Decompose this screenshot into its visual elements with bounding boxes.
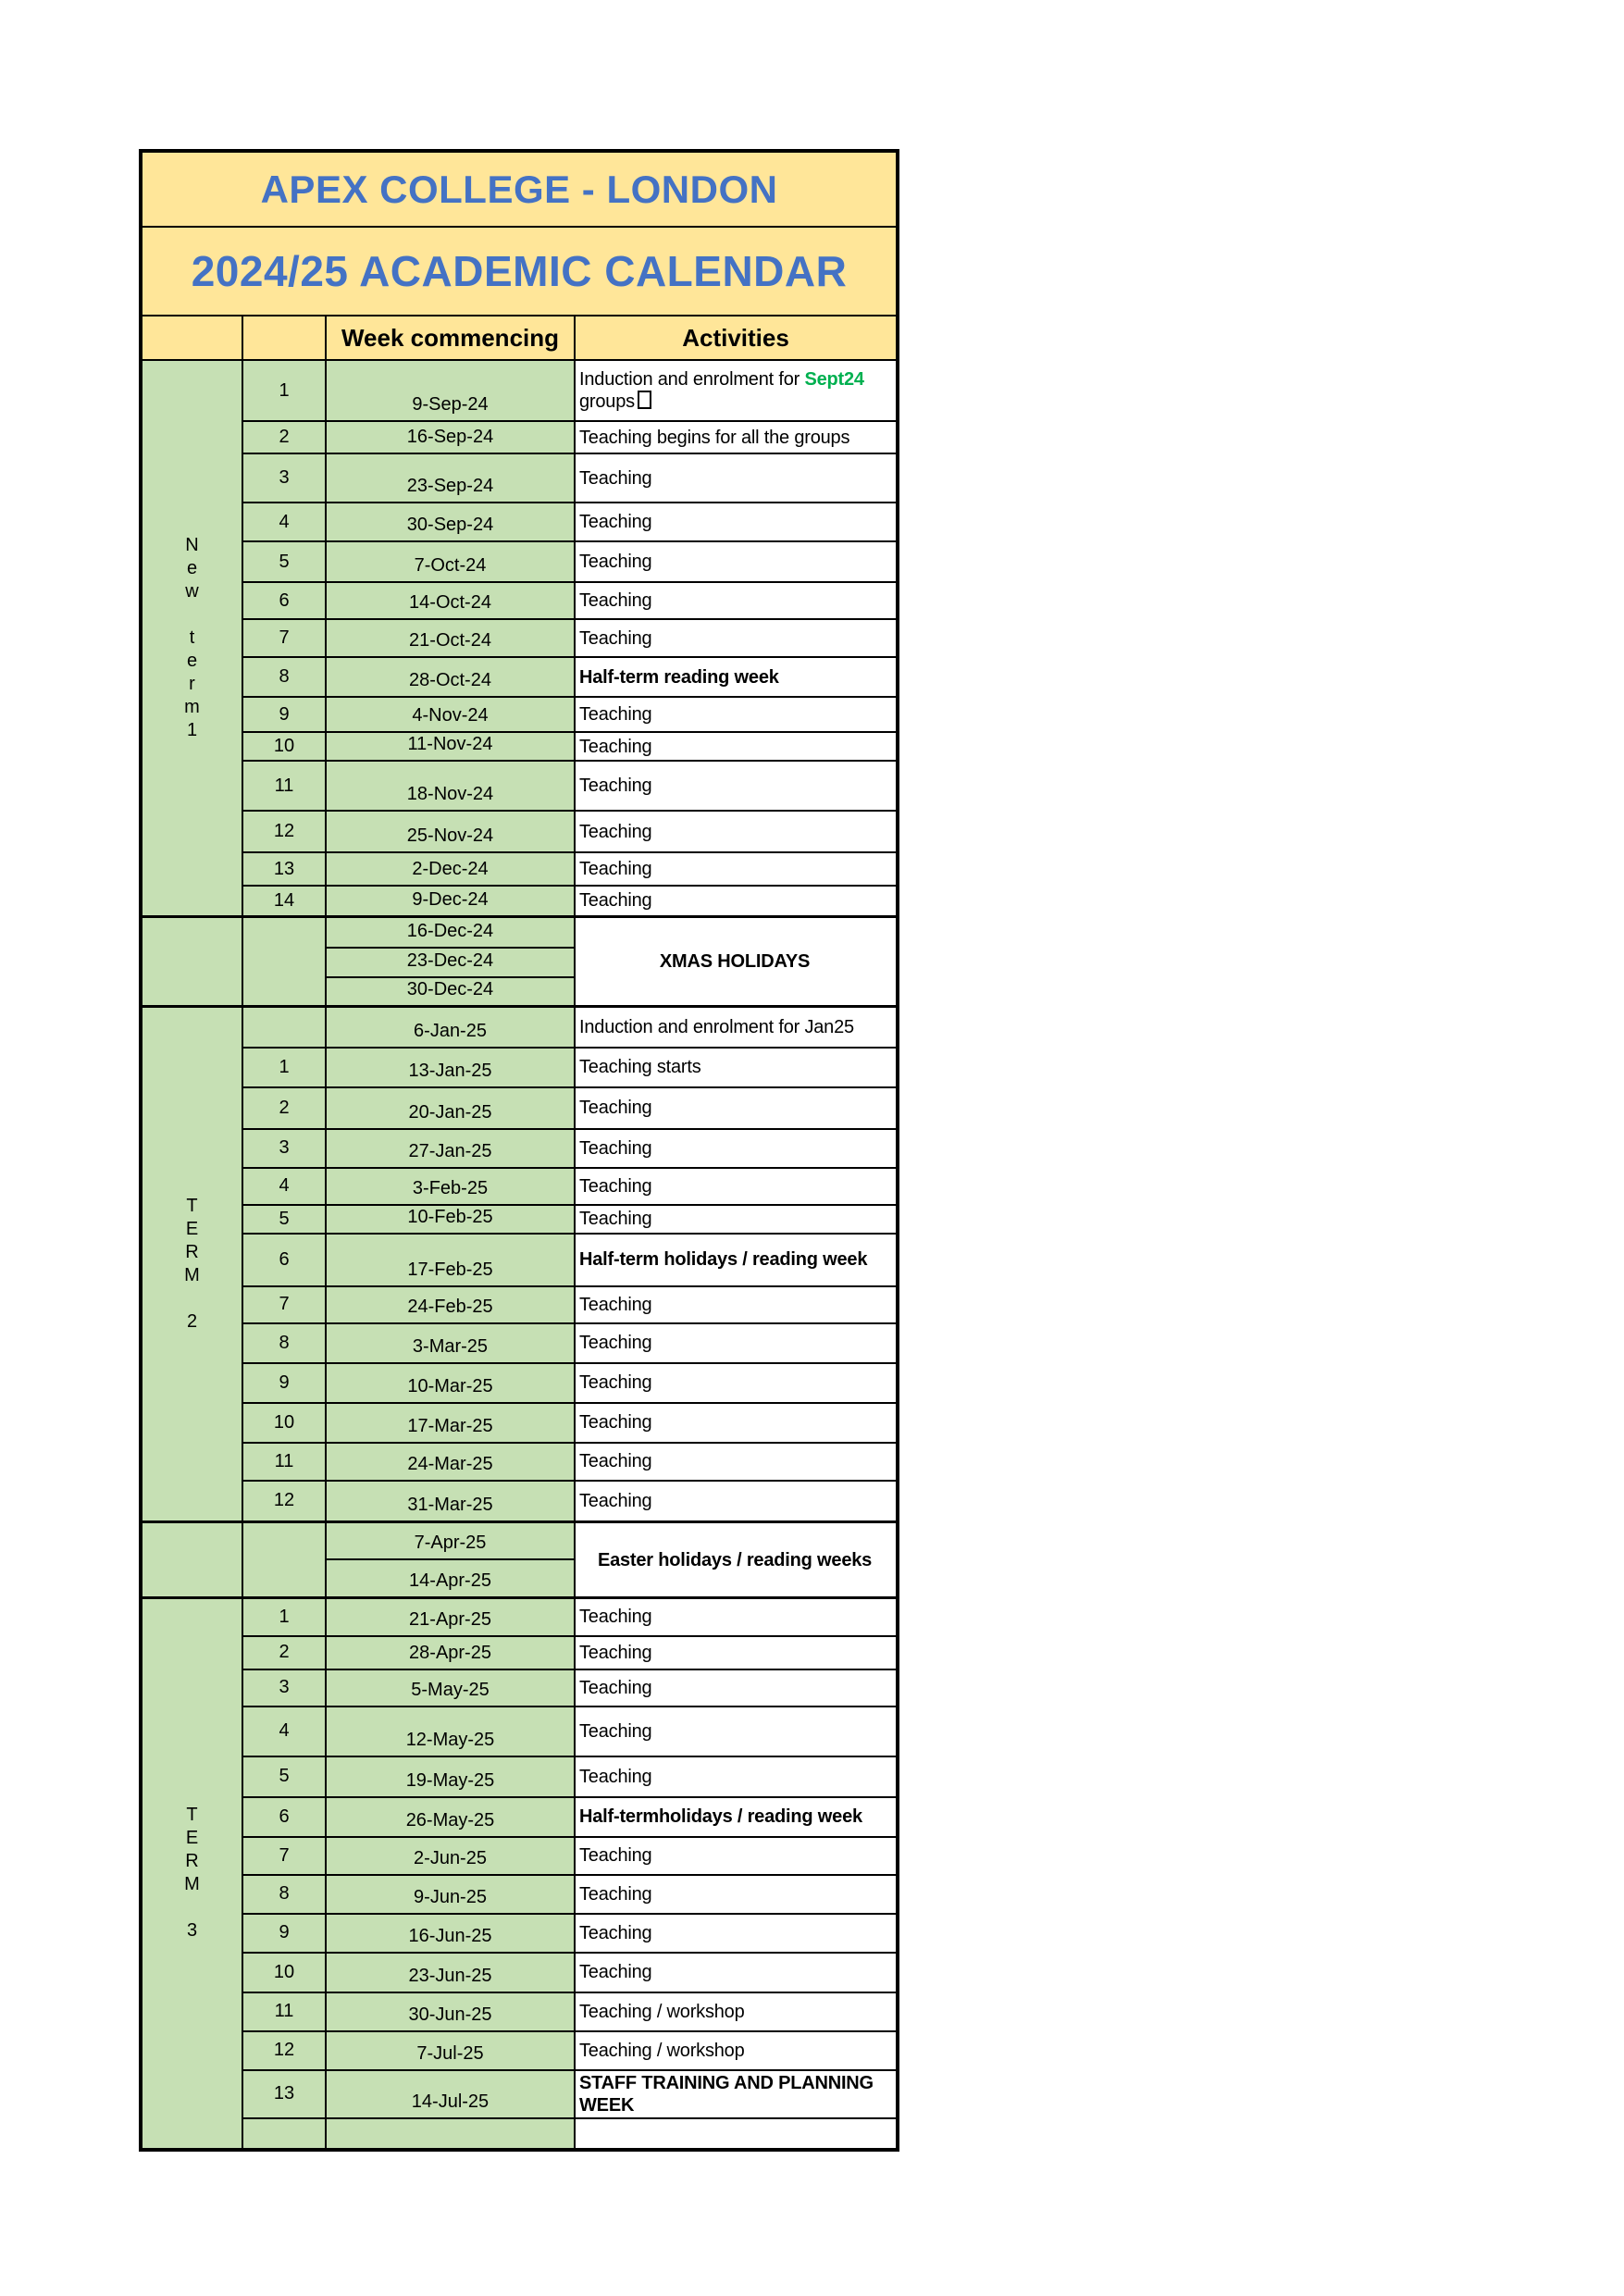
week-commencing-cell: 26-May-25 — [326, 1797, 575, 1837]
week-number-cell: 5 — [242, 541, 326, 582]
week-commencing-cell: 21-Oct-24 — [326, 619, 575, 657]
week-number-cell: 11 — [242, 1443, 326, 1481]
week-commencing-cell: 7-Jul-25 — [326, 2031, 575, 2070]
week-number-cell: 6 — [242, 582, 326, 619]
term2-row — [141, 1403, 898, 1443]
activity-cell: Teaching — [575, 1914, 898, 1953]
week-number-cell: 8 — [242, 1323, 326, 1363]
term2-label-cell — [141, 1007, 242, 1522]
activity-cell: Half-term reading week — [575, 657, 898, 697]
week-commencing-cell: 17-Feb-25 — [326, 1234, 575, 1286]
term-label-line: 1 — [186, 719, 198, 740]
term3-row — [141, 2070, 898, 2118]
week-commencing-cell: 9-Dec-24 — [326, 886, 575, 916]
calendar-title: 2024/25 ACADEMIC CALENDAR — [191, 247, 848, 295]
week-commencing-cell: 14-Apr-25 — [326, 1559, 575, 1598]
activity-cell: Teaching — [575, 1636, 898, 1669]
term3-row — [141, 1837, 898, 1875]
week-commencing-cell: 9-Jun-25 — [326, 1875, 575, 1914]
academic-calendar — [139, 149, 899, 2152]
week-number-cell: 6 — [242, 1797, 326, 1837]
week-number-cell: 4 — [242, 503, 326, 541]
term-label-line: R — [185, 1851, 199, 1872]
week-number-column-header — [242, 316, 326, 360]
term1-row — [141, 541, 898, 582]
term-label-line: r — [189, 673, 195, 694]
activity-cell: Teaching — [575, 1598, 898, 1636]
activity-cell: Teaching — [575, 1481, 898, 1522]
week-number-cell: 10 — [242, 1403, 326, 1443]
activity-cell: Teaching — [575, 1323, 898, 1363]
term-label-line: 3 — [186, 1920, 198, 1942]
week-commencing-cell: 9-Sep-24 — [326, 360, 575, 421]
term-label-line: R — [185, 1242, 199, 1262]
term3-row — [141, 1875, 898, 1914]
week-commencing-cell: 24-Mar-25 — [326, 1443, 575, 1481]
week-commencing-cell: 28-Oct-24 — [326, 657, 575, 697]
term1-row — [141, 761, 898, 811]
activity-cell: Teaching — [575, 619, 898, 657]
activity-cell: Teaching / workshop — [575, 1992, 898, 2031]
activity-cell: Half-termholidays / reading week — [575, 1797, 898, 1837]
week-commencing-cell: 30-Dec-24 — [326, 977, 575, 1007]
easter-holidays-activity-cell: Easter holidays / reading weeks — [575, 1522, 898, 1598]
term3-row — [141, 1992, 898, 2031]
term2-row — [141, 1443, 898, 1481]
term3-row — [141, 1914, 898, 1953]
term2-row — [141, 1286, 898, 1323]
term1-row — [141, 619, 898, 657]
term3-row — [141, 1598, 898, 1636]
week-commencing-cell: 23-Jun-25 — [326, 1953, 575, 1992]
week-commencing-cell: 7-Apr-25 — [326, 1522, 575, 1559]
term3-row — [141, 1953, 898, 1992]
term1-row — [141, 852, 898, 886]
activity-cell: Teaching — [575, 1168, 898, 1205]
activity-cell: Teaching — [575, 1363, 898, 1403]
term1-row — [141, 582, 898, 619]
term-label-line: T — [186, 1196, 198, 1216]
week-number-cell: 5 — [242, 1756, 326, 1797]
week-number-cell: 7 — [242, 1286, 326, 1323]
term1-row — [141, 811, 898, 852]
activity-cell: Induction and enrolment for Jan25 — [575, 1007, 898, 1048]
term3-row — [141, 2031, 898, 2070]
activity-cell: Teaching — [575, 1205, 898, 1234]
term3-row — [141, 1756, 898, 1797]
calendar-title-band — [141, 227, 898, 316]
week-commencing-cell: 18-Nov-24 — [326, 761, 575, 811]
easter-holidays-week-cell — [242, 1522, 326, 1598]
activity-cell: Teaching / workshop — [575, 2031, 898, 2070]
term1-row — [141, 453, 898, 503]
term1-label-cell — [141, 360, 242, 916]
term3-row — [141, 1669, 898, 1706]
week-number-cell: 7 — [242, 619, 326, 657]
activities-column-header: Activities — [575, 316, 898, 360]
term3-row — [141, 1797, 898, 1837]
week-commencing-cell: 20-Jan-25 — [326, 1087, 575, 1129]
activity-cell: Teaching — [575, 1403, 898, 1443]
term-label-line: 2 — [186, 1311, 198, 1332]
activity-cell: Teaching — [575, 761, 898, 811]
week-number-cell: 12 — [242, 2031, 326, 2070]
week-number-cell: 2 — [242, 421, 326, 453]
week-commencing-column-header: Week commencing — [326, 316, 575, 360]
week-number-cell: 1 — [242, 360, 326, 421]
week-number-cell: 11 — [242, 761, 326, 811]
week-number-cell: 9 — [242, 697, 326, 732]
term2-row — [141, 1323, 898, 1363]
week-commencing-cell: 2-Jun-25 — [326, 1837, 575, 1875]
activity-cell: Teaching — [575, 1129, 898, 1168]
week-number-cell: 14 — [242, 886, 326, 916]
week-number-cell: 3 — [242, 1129, 326, 1168]
week-number-cell: 5 — [242, 1205, 326, 1234]
week-number-cell: 11 — [242, 1992, 326, 2031]
xmas-holidays-week-cell — [242, 916, 326, 1007]
activity-cell: Teaching — [575, 1875, 898, 1914]
week-commencing-cell: 11-Nov-24 — [326, 732, 575, 761]
missing-glyph-box — [638, 391, 651, 409]
week-number-cell: 9 — [242, 1914, 326, 1953]
term2-row — [141, 1205, 898, 1234]
term-label-line: E — [185, 1828, 199, 1849]
week-commencing-cell: 17-Mar-25 — [326, 1403, 575, 1443]
college-title: APEX COLLEGE - LONDON — [260, 167, 778, 211]
activity-cell: Teaching — [575, 1443, 898, 1481]
xmas-holidays-label-cell — [141, 916, 242, 1007]
week-commencing-cell: 31-Mar-25 — [326, 1481, 575, 1522]
term1-row — [141, 421, 898, 453]
term2-row — [141, 1481, 898, 1522]
term-label-line: M — [184, 1265, 200, 1285]
week-number-cell: 3 — [242, 453, 326, 503]
week-commencing-cell — [326, 2118, 575, 2150]
term3-row — [141, 2118, 898, 2150]
week-number-cell: 1 — [242, 1048, 326, 1087]
week-commencing-cell: 25-Nov-24 — [326, 811, 575, 852]
week-number-cell — [242, 1007, 326, 1048]
easter-holidays-row — [141, 1522, 898, 1559]
xmas-holidays-row — [141, 916, 898, 948]
week-number-cell: 13 — [242, 2070, 326, 2118]
week-commencing-cell: 14-Jul-25 — [326, 2070, 575, 2118]
activity-cell: Teaching — [575, 1669, 898, 1706]
activity-cell: Teaching starts — [575, 1048, 898, 1087]
activity-cell: Induction and enrolment for Sept24 groups — [575, 360, 898, 421]
term-label-line — [143, 603, 242, 627]
term1-row — [141, 732, 898, 761]
week-number-cell: 2 — [242, 1087, 326, 1129]
week-commencing-cell: 21-Apr-25 — [326, 1598, 575, 1636]
term-label-line — [143, 1896, 242, 1919]
week-number-cell: 13 — [242, 852, 326, 886]
activity-cell: Teaching — [575, 1706, 898, 1756]
week-number-cell: 3 — [242, 1669, 326, 1706]
activity-cell: Teaching — [575, 1286, 898, 1323]
week-commencing-cell: 10-Mar-25 — [326, 1363, 575, 1403]
week-number-cell: 9 — [242, 1363, 326, 1403]
activity-cell: Teaching — [575, 1087, 898, 1129]
term-column-header — [141, 316, 242, 360]
week-commencing-cell: 16-Sep-24 — [326, 421, 575, 453]
term1-row — [141, 697, 898, 732]
week-commencing-cell: 27-Jan-25 — [326, 1129, 575, 1168]
term3-row — [141, 1706, 898, 1756]
activity-cell: STAFF TRAINING AND PLANNING WEEK — [575, 2070, 898, 2118]
week-number-cell: 10 — [242, 732, 326, 761]
activity-cell: Teaching — [575, 582, 898, 619]
activity-cell: Teaching — [575, 1837, 898, 1875]
term2-row — [141, 1048, 898, 1087]
term-label-line — [143, 1287, 242, 1310]
week-number-cell: 6 — [242, 1234, 326, 1286]
activity-cell: Teaching — [575, 811, 898, 852]
term2-row — [141, 1087, 898, 1129]
term3-row — [141, 1636, 898, 1669]
week-commencing-cell: 6-Jan-25 — [326, 1007, 575, 1048]
week-commencing-cell: 23-Dec-24 — [326, 948, 575, 977]
academic-calendar-table — [139, 149, 899, 2152]
term1-row — [141, 657, 898, 697]
activity-cell: Teaching — [575, 541, 898, 582]
term3-label-cell — [141, 1598, 242, 2150]
week-number-cell: 8 — [242, 657, 326, 697]
term2-row — [141, 1129, 898, 1168]
week-number-cell: 12 — [242, 1481, 326, 1522]
xmas-holidays-activity-cell: XMAS HOLIDAYS — [575, 916, 898, 1007]
college-title-band — [141, 151, 898, 227]
week-number-cell: 7 — [242, 1837, 326, 1875]
activity-cell: Teaching begins for all the groups — [575, 421, 898, 453]
term-label-line: m — [184, 696, 200, 717]
term2-row — [141, 1168, 898, 1205]
week-number-cell: 10 — [242, 1953, 326, 1992]
term-label-line: w — [185, 580, 199, 602]
week-commencing-cell: 10-Feb-25 — [326, 1205, 575, 1234]
term-label-line: N — [185, 534, 199, 555]
term-label-line: M — [184, 1874, 200, 1895]
term-label-line: E — [185, 1219, 199, 1239]
week-commencing-cell: 7-Oct-24 — [326, 541, 575, 582]
week-number-cell: 4 — [242, 1706, 326, 1756]
activity-cell: Half-term holidays / reading week — [575, 1234, 898, 1286]
activity-cell: Teaching — [575, 453, 898, 503]
activity-cell — [575, 2118, 898, 2150]
week-commencing-cell: 14-Oct-24 — [326, 582, 575, 619]
term2-row — [141, 1363, 898, 1403]
activity-cell: Teaching — [575, 1756, 898, 1797]
week-number-cell: 4 — [242, 1168, 326, 1205]
week-number-cell: 2 — [242, 1636, 326, 1669]
week-commencing-cell: 30-Jun-25 — [326, 1992, 575, 2031]
week-commencing-cell: 28-Apr-25 — [326, 1636, 575, 1669]
week-commencing-cell: 2-Dec-24 — [326, 852, 575, 886]
term1-row — [141, 360, 898, 421]
week-number-cell: 12 — [242, 811, 326, 852]
week-commencing-cell: 24-Feb-25 — [326, 1286, 575, 1323]
week-commencing-cell: 5-May-25 — [326, 1669, 575, 1706]
week-number-cell — [242, 2118, 326, 2150]
week-commencing-cell: 30-Sep-24 — [326, 503, 575, 541]
activity-cell: Teaching — [575, 732, 898, 761]
week-number-cell: 8 — [242, 1875, 326, 1914]
week-commencing-cell: 23-Sep-24 — [326, 453, 575, 503]
week-commencing-cell: 16-Jun-25 — [326, 1914, 575, 1953]
week-number-cell: 1 — [242, 1598, 326, 1636]
term-label-line: e — [186, 557, 198, 578]
week-commencing-cell: 3-Feb-25 — [326, 1168, 575, 1205]
week-commencing-cell: 13-Jan-25 — [326, 1048, 575, 1087]
activity-cell: Teaching — [575, 697, 898, 732]
activity-cell: Teaching — [575, 886, 898, 916]
week-commencing-cell: 4-Nov-24 — [326, 697, 575, 732]
term-label-line: t — [189, 627, 195, 648]
week-commencing-cell: 19-May-25 — [326, 1756, 575, 1797]
week-commencing-cell: 12-May-25 — [326, 1706, 575, 1756]
activity-cell: Teaching — [575, 503, 898, 541]
term2-row — [141, 1234, 898, 1286]
week-commencing-cell: 16-Dec-24 — [326, 916, 575, 948]
activity-cell: Teaching — [575, 1953, 898, 1992]
term-label-line: T — [186, 1805, 198, 1826]
term1-row — [141, 886, 898, 916]
term2-row — [141, 1007, 898, 1048]
easter-holidays-label-cell — [141, 1522, 242, 1598]
week-commencing-cell: 3-Mar-25 — [326, 1323, 575, 1363]
term-label-line: e — [186, 650, 198, 671]
activity-cell: Teaching — [575, 852, 898, 886]
term1-row — [141, 503, 898, 541]
